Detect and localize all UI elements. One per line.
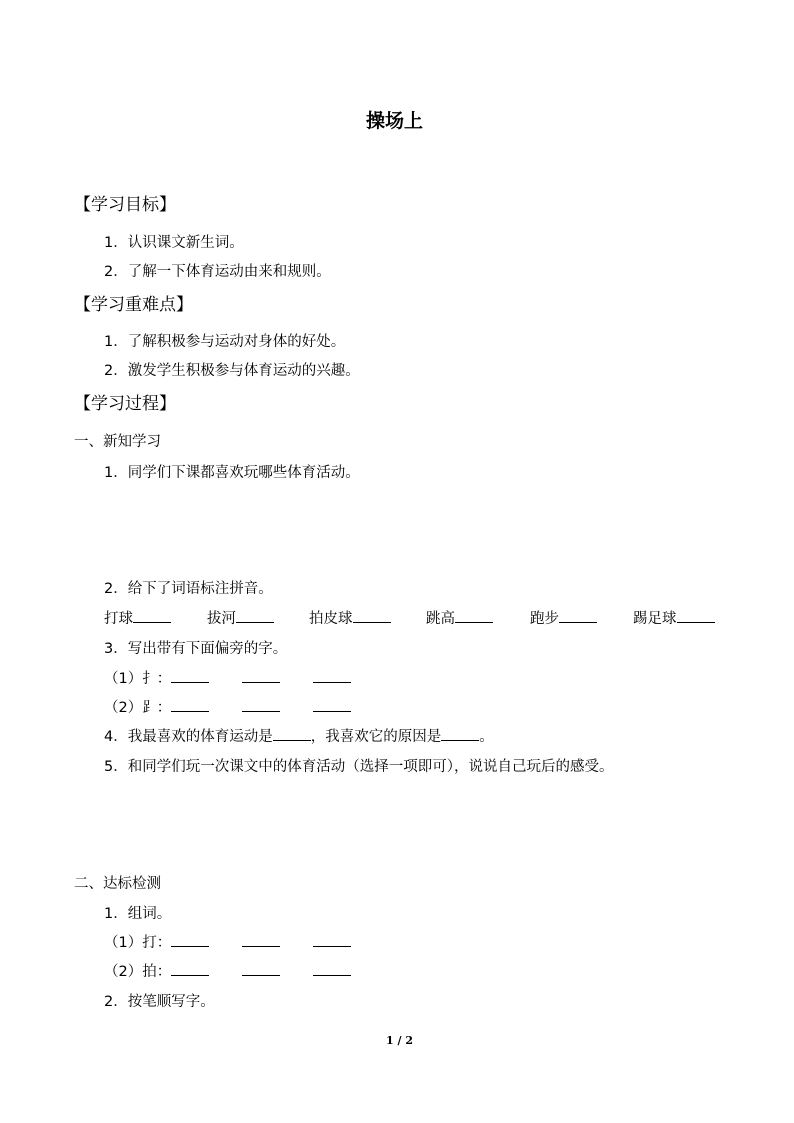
goals-heading: 【学习目标】 — [74, 195, 176, 215]
answer-blank[interactable] — [677, 621, 715, 623]
part1-question-5: 5．和同学们玩一次课文中的体育活动（选择一项即可），说说自己玩后的感受。 — [104, 759, 614, 775]
answer-blank[interactable] — [242, 681, 280, 683]
key-points-heading: 【学习重难点】 — [74, 295, 193, 315]
word-group-label: （2）拍： — [104, 964, 172, 980]
part1-question-1: 1．同学们下课都喜欢玩哪些体育活动。 — [104, 465, 360, 481]
page-number: 1 / 2 — [386, 1034, 413, 1047]
part2-heading: 二、达标检测 — [74, 876, 161, 892]
answer-blank[interactable] — [455, 621, 493, 623]
part1-question-2: 2．给下了词语标注拼音。 — [104, 581, 273, 597]
word-text: 拍皮球 — [309, 611, 353, 627]
answer-blank[interactable] — [171, 681, 209, 683]
answer-blank[interactable] — [313, 710, 351, 712]
pinyin-word-1 — [104, 607, 171, 628]
answer-blank[interactable] — [171, 945, 209, 947]
key-points-item-2: 2．激发学生积极参与体育运动的兴趣。 — [104, 363, 360, 379]
word-text: 跑步 — [530, 611, 559, 627]
question-4-middle: ，我喜欢它的原因是 — [310, 729, 442, 745]
answer-blank[interactable] — [313, 974, 351, 976]
word-text: 打球 — [104, 611, 133, 627]
question-4-prefix: 4．我最喜欢的体育运动是 — [104, 729, 273, 745]
pinyin-word-6 — [633, 607, 715, 628]
word-group-row-2 — [104, 960, 351, 981]
answer-blank[interactable] — [171, 710, 209, 712]
part1-question-4 — [104, 725, 494, 746]
answer-blank[interactable] — [353, 621, 391, 623]
pinyin-word-2 — [207, 607, 274, 628]
answer-blank[interactable] — [242, 710, 280, 712]
word-text: 拔河 — [207, 611, 236, 627]
part2-question-1: 1．组词。 — [104, 906, 172, 922]
answer-blank[interactable] — [559, 621, 597, 623]
goals-item-2: 2．了解一下体育运动由来和规则。 — [104, 264, 331, 280]
goals-item-1: 1．认识课文新生词。 — [104, 235, 244, 251]
radical-row-1 — [104, 667, 351, 688]
word-text: 踢足球 — [633, 611, 677, 627]
page-title: 操场上 — [366, 110, 424, 132]
question-4-suffix: 。 — [479, 729, 494, 745]
part1-question-3: 3．写出带有下面偏旁的字。 — [104, 641, 288, 657]
answer-blank[interactable] — [313, 945, 351, 947]
answer-blank[interactable] — [242, 974, 280, 976]
answer-blank[interactable] — [313, 681, 351, 683]
answer-blank[interactable] — [133, 621, 171, 623]
answer-blank[interactable] — [171, 974, 209, 976]
radical-row-2 — [104, 696, 351, 717]
radical-label: （2）⻊： — [104, 700, 172, 716]
key-points-item-1: 1．了解积极参与运动对身体的好处。 — [104, 334, 346, 350]
pinyin-word-3 — [309, 607, 391, 628]
radical-label: （1）扌： — [104, 671, 172, 687]
word-group-row-1 — [104, 931, 351, 952]
word-text: 跳高 — [426, 611, 455, 627]
part1-heading: 一、新知学习 — [74, 434, 161, 450]
answer-blank[interactable] — [242, 945, 280, 947]
answer-blank[interactable] — [273, 739, 311, 741]
pinyin-word-4 — [426, 607, 493, 628]
part2-question-2: 2．按笔顺写字。 — [104, 994, 215, 1010]
answer-blank[interactable] — [236, 621, 274, 623]
pinyin-word-5 — [530, 607, 597, 628]
answer-blank[interactable] — [441, 739, 479, 741]
process-heading: 【学习过程】 — [74, 394, 176, 414]
word-group-label: （1）打： — [104, 935, 172, 951]
